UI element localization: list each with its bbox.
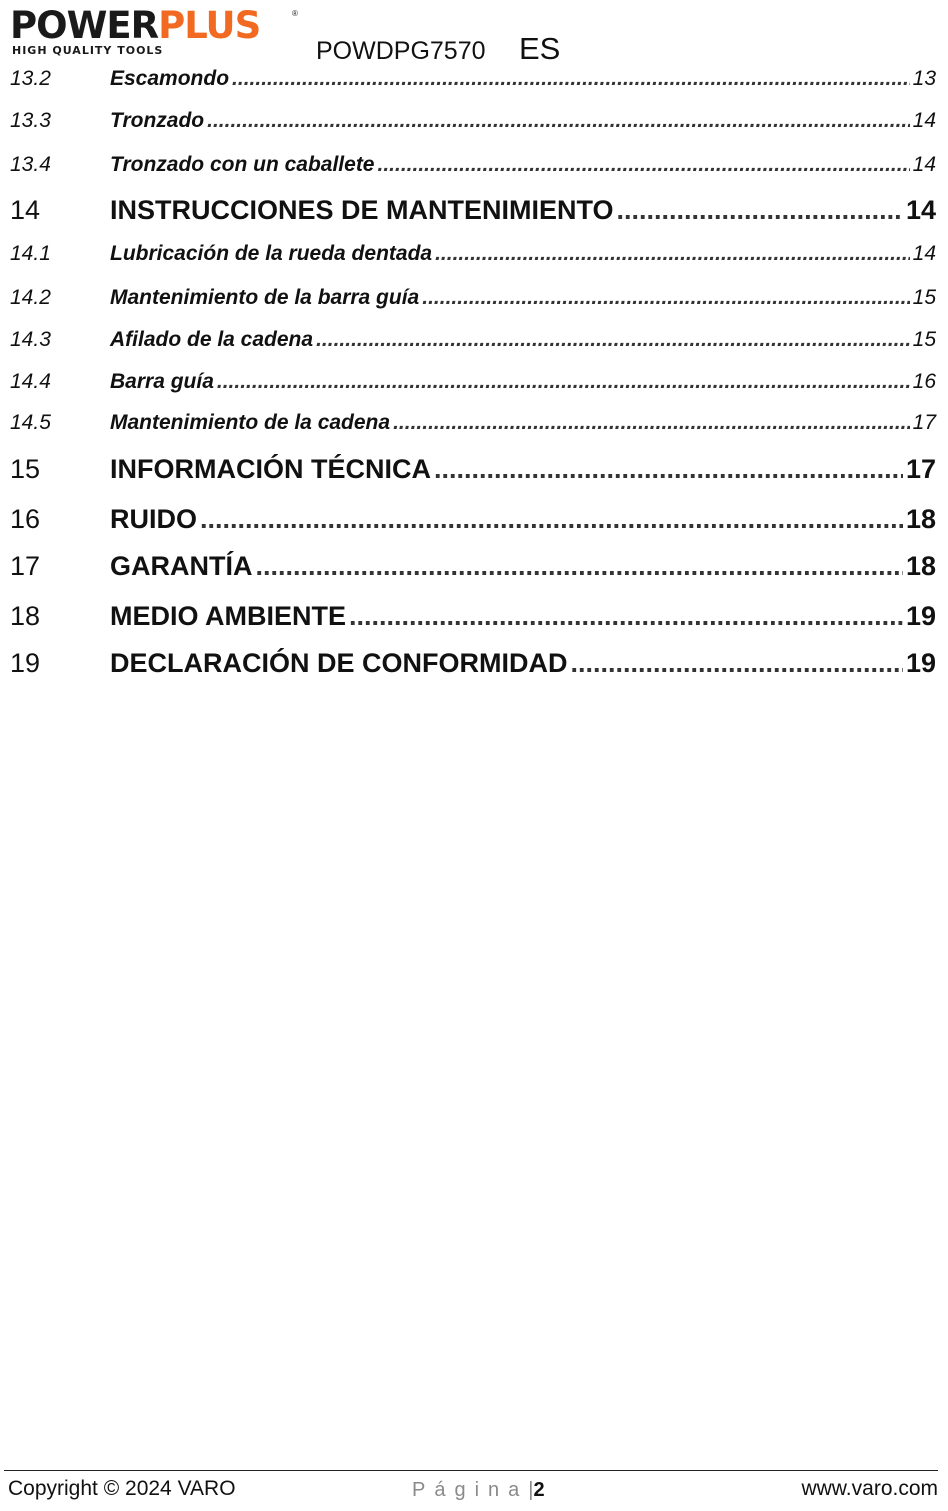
website-link[interactable]: www.varo.com: [801, 1477, 938, 1500]
toc-entry-title: INSTRUCCIONES DE MANTENIMIENTO: [110, 195, 614, 225]
logo-wordmark: [10, 6, 260, 46]
toc-entry-number: 16: [10, 504, 41, 534]
toc-entry-page: 15: [912, 328, 936, 351]
toc-entry-number: 13.3: [10, 109, 51, 132]
toc-leader-dots: [378, 152, 910, 178]
toc-entry-page: 14: [905, 195, 936, 225]
logo-plus-text: PLUS: [158, 4, 261, 47]
page-label: Página: [412, 1479, 529, 1501]
toc-entry-title: Lubricación de la rueda dentada: [110, 242, 433, 265]
toc-leader-dots: [217, 369, 910, 395]
toc-entry-title: Tronzado: [110, 109, 205, 132]
toc-entry[interactable]: [10, 503, 936, 535]
toc-entry-number: 14.4: [10, 370, 51, 393]
toc-entry-page: 19: [905, 648, 936, 678]
toc-leader-dots: [349, 600, 903, 632]
toc-entry-number: 18: [10, 601, 41, 631]
logo-tagline: HIGH QUALITY TOOLS: [12, 44, 164, 57]
page-separator: |: [528, 1479, 534, 1501]
toc-leader-dots: [393, 410, 910, 436]
copyright-text: Copyright © 2024 VARO: [8, 1477, 236, 1500]
toc-entry[interactable]: [10, 241, 936, 267]
language-code: ES: [519, 31, 561, 66]
toc-entry-page: 14: [912, 242, 936, 265]
toc-leader-dots: [316, 327, 910, 353]
toc-entry-title: MEDIO AMBIENTE: [110, 601, 346, 631]
brand-logo: [10, 6, 300, 58]
toc-entry-number: 14.2: [10, 286, 51, 309]
toc-entry-title: Barra guía: [110, 370, 214, 393]
toc-entry-page: 15: [912, 286, 936, 309]
toc-entry[interactable]: [10, 194, 936, 226]
footer-divider: [4, 1470, 938, 1471]
toc-entry-number: 14.1: [10, 242, 51, 265]
toc-entry[interactable]: [10, 453, 936, 485]
toc-entry-title: Escamondo: [110, 67, 230, 90]
toc-entry[interactable]: [10, 66, 936, 92]
toc-entry-title: Mantenimiento de la cadena: [110, 411, 391, 434]
toc-entry-number: 14: [10, 195, 41, 225]
toc-entry-title: Mantenimiento de la barra guía: [110, 286, 420, 309]
registered-mark: ®: [292, 9, 298, 18]
toc-entry-page: 13: [912, 67, 936, 90]
toc-entry-title: Tronzado con un caballete: [110, 153, 375, 176]
toc-leader-dots: [232, 66, 910, 92]
toc-entry[interactable]: [10, 550, 936, 582]
page-indicator: [412, 1477, 545, 1503]
toc-entry-page: 14: [912, 153, 936, 176]
toc-entry[interactable]: [10, 369, 936, 395]
toc-leader-dots: [207, 108, 910, 134]
toc-entry-number: 14.5: [10, 411, 51, 434]
toc-entry-number: 13.4: [10, 153, 51, 176]
toc-entry-page: 17: [905, 454, 936, 484]
toc-leader-dots: [422, 285, 909, 311]
toc-leader-dots: [570, 647, 902, 679]
toc-entry-number: 14.3: [10, 328, 51, 351]
toc-entry[interactable]: [10, 327, 936, 353]
page-number: 2: [533, 1479, 545, 1501]
toc-entry-page: 18: [905, 551, 936, 581]
toc-entry-page: 19: [905, 601, 936, 631]
toc-entry-number: 17: [10, 551, 41, 581]
toc-entry[interactable]: [10, 600, 936, 632]
toc-leader-dots: [256, 550, 903, 582]
toc-entry-number: 19: [10, 648, 41, 678]
toc-entry-page: 18: [905, 504, 936, 534]
toc-leader-dots: [434, 453, 903, 485]
toc-entry[interactable]: [10, 108, 936, 134]
logo-power-text: POWER: [10, 4, 159, 47]
toc-entry[interactable]: [10, 285, 936, 311]
toc-entry[interactable]: [10, 647, 936, 679]
toc-entry-title: Afilado de la cadena: [110, 328, 314, 351]
toc-entry-page: 14: [912, 109, 936, 132]
toc-entry-title: DECLARACIÓN DE CONFORMIDAD: [110, 648, 568, 678]
toc-leader-dots: [435, 241, 910, 267]
toc-entry-page: 16: [912, 370, 936, 393]
model-number: POWDPG7570: [316, 37, 486, 65]
toc-entry-number: 13.2: [10, 67, 51, 90]
toc-leader-dots: [200, 503, 903, 535]
toc-entry-page: 17: [912, 411, 936, 434]
toc-entry-title: INFORMACIÓN TÉCNICA: [110, 454, 431, 484]
toc-entry[interactable]: [10, 152, 936, 178]
toc-entry[interactable]: [10, 410, 936, 436]
toc-leader-dots: [617, 194, 903, 226]
toc-entry-title: GARANTÍA: [110, 551, 253, 581]
toc-entry-number: 15: [10, 454, 41, 484]
toc-entry-title: RUIDO: [110, 504, 197, 534]
